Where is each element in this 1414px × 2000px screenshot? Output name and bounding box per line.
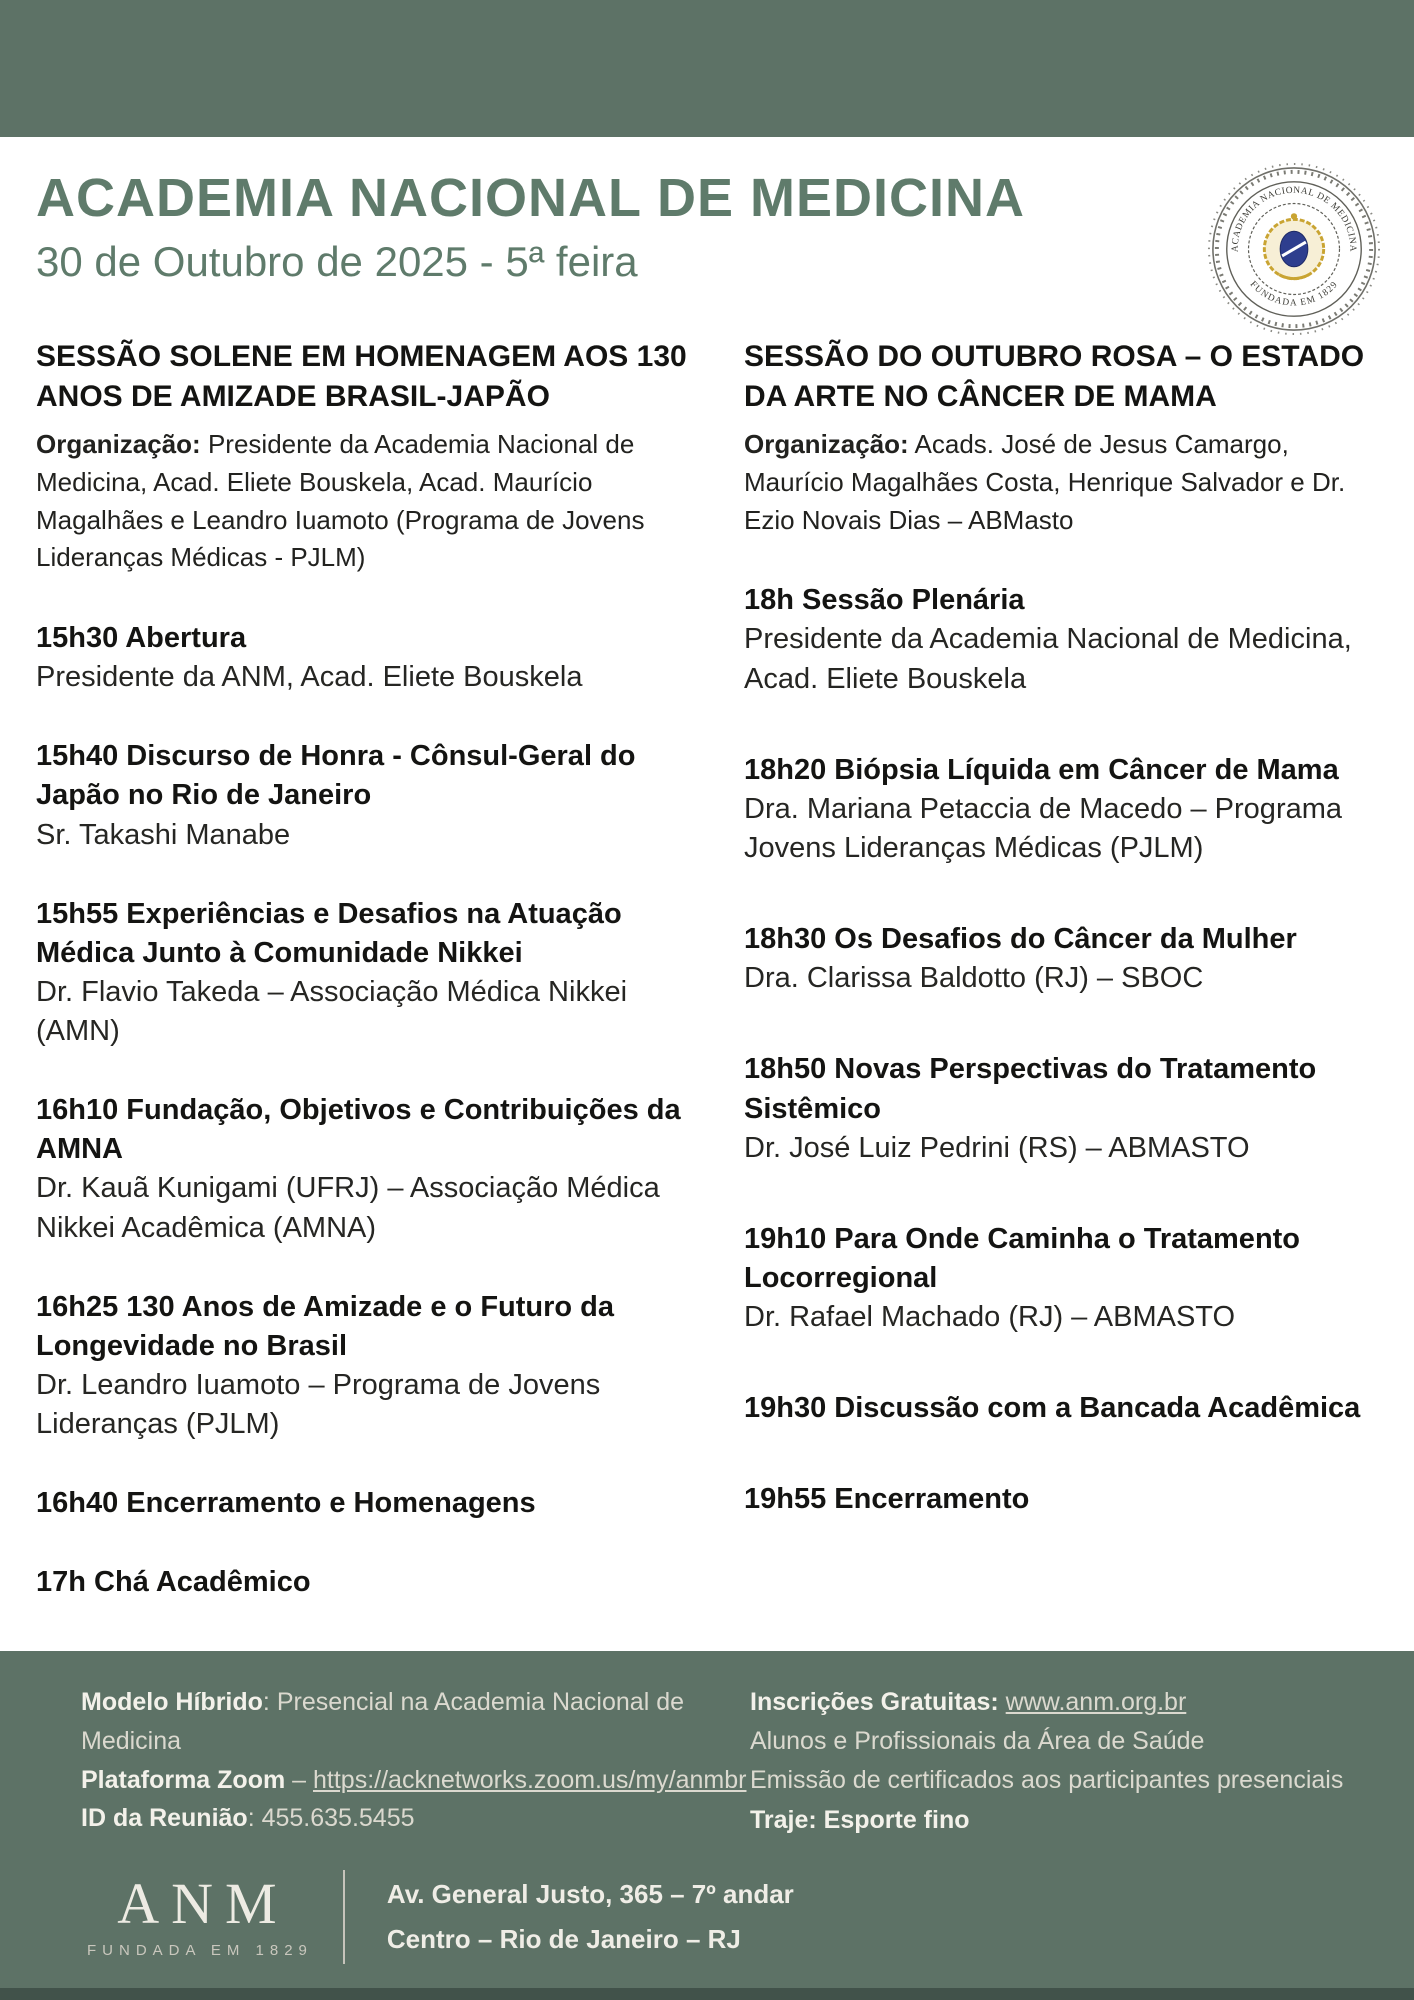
schedule-speaker: Dra. Clarissa Baldotto (RJ) – SBOC	[744, 962, 1204, 995]
footer-column-left	[81, 1683, 750, 1840]
schedule-item-title	[744, 1389, 1384, 1428]
schedule-title: Novas Perspectivas do Tratamento Sistêmico	[744, 1053, 1317, 1125]
hybrid-mode-label: Modelo Híbrido	[81, 1688, 263, 1716]
anm-wordmark-block	[81, 1871, 313, 1959]
schedule-speaker: Presidente da ANM, Acad. Eliete Bouskela	[36, 661, 583, 694]
registration-line	[750, 1683, 1374, 1722]
schedule-speaker: Sr. Takashi Manabe	[36, 818, 291, 851]
schedule-item	[36, 1563, 708, 1602]
schedule-item-title	[744, 581, 1384, 620]
footer-column-right	[750, 1683, 1374, 1840]
schedule-item-title	[744, 1220, 1384, 1298]
schedule-title: 130 Anos de Amizade e o Futuro da Longevidade no Brasil	[36, 1290, 615, 1362]
schedule-title: Para Onde Caminha o Tratamento Locorregional	[744, 1222, 1301, 1294]
schedule-item	[744, 1389, 1384, 1428]
seal-ring-text-bottom: FUNDADA EM 1829	[1247, 279, 1341, 309]
footer	[0, 1651, 1414, 2000]
schedule-item	[36, 1484, 708, 1523]
main-content	[0, 137, 1414, 1603]
organization-label: Organização:	[36, 429, 201, 460]
session-column-right	[744, 337, 1384, 1520]
schedule-item	[744, 1220, 1384, 1337]
schedule-title: Chá Acadêmico	[94, 1566, 311, 1599]
schedule-list	[36, 619, 708, 1603]
schedule-time: 15h55	[36, 897, 119, 930]
organization-label: Organização:	[744, 429, 909, 460]
anm-seal-logo	[1206, 161, 1382, 337]
schedule-time: 15h40	[36, 740, 119, 773]
schedule-item-title	[744, 1050, 1384, 1128]
zoom-label: Plataforma Zoom	[81, 1765, 286, 1794]
schedule-title: Os Desafios do Câncer da Mulher	[834, 923, 1297, 956]
schedule-time: 15h30	[36, 621, 119, 654]
dress-code-line: Traje: Esporte fino	[750, 1806, 970, 1835]
anm-wordmark: ANM	[117, 1871, 289, 1936]
schedule-time: 17h	[36, 1566, 86, 1599]
footer-info	[0, 1683, 1414, 1840]
organization-paragraph	[36, 426, 708, 577]
schedule-title: Fundação, Objetivos e Contribuições da AMNA	[36, 1094, 681, 1166]
schedule-title: Biópsia Líquida em Câncer de Mama	[834, 753, 1339, 786]
top-band	[0, 0, 1414, 137]
schedule-speaker: Dr. Kauã Kunigami (UFRJ) – Associação Médica Nikkei Acadêmica (AMNA)	[36, 1172, 660, 1244]
masthead	[36, 151, 1384, 337]
hybrid-mode-text: : Presencial na Academia Nacional de Medicina	[81, 1688, 685, 1755]
event-date: 30 de Outubro de 2025 - 5ª feira	[36, 238, 638, 286]
registration-link[interactable]: www.anm.org.br	[1005, 1688, 1187, 1716]
schedule-item-title	[36, 1484, 708, 1523]
session-column-left	[36, 337, 708, 1603]
schedule-item-title	[36, 1091, 708, 1169]
brand-divider	[343, 1870, 345, 1964]
schedule-speaker: Presidente da Academia Nacional de Medicina, Acad. Eliete Bouskela	[744, 623, 1352, 695]
schedule-item	[744, 1480, 1384, 1519]
schedule-speaker: Dr. Rafael Machado (RJ) – ABMASTO	[744, 1301, 1236, 1334]
schedule-speaker: Dra. Mariana Petaccia de Macedo – Programa Jovens Lideranças Médicas (PJLM)	[744, 792, 1343, 864]
schedule-speaker: Dr. Leandro Iuamoto – Programa de Jovens Lideranças (PJLM)	[36, 1369, 601, 1441]
schedule-item-title	[36, 1563, 708, 1602]
zoom-separator: –	[285, 1765, 313, 1794]
page-title: ACADEMIA NACIONAL DE MEDICINA	[36, 168, 1026, 228]
schedule-title: Discussão com a Bancada Acadêmica	[834, 1392, 1361, 1425]
schedule-item	[744, 751, 1384, 868]
schedule-time: 19h10	[744, 1222, 827, 1255]
session-heading: SESSÃO SOLENE EM HOMENAGEM AOS 130 ANOS DE AMIZADE BRASIL-JAPÃO	[36, 340, 687, 413]
certificates-line: Emissão de certificados aos participantes presenciais	[750, 1765, 1344, 1794]
founded-text: FUNDADA EM 1829	[87, 1942, 313, 1959]
schedule-time: 19h55	[744, 1483, 827, 1516]
meeting-id-value: : 455.635.5455	[247, 1804, 415, 1833]
schedule-item	[36, 1091, 708, 1248]
zoom-link[interactable]: https://acknetworks.zoom.us/my/anmbr	[313, 1765, 747, 1794]
schedule-item	[36, 737, 708, 854]
seal-graphic	[1206, 161, 1382, 337]
schedule-list	[744, 581, 1384, 1519]
meeting-id-line	[81, 1799, 750, 1838]
schedule-item-title	[36, 1288, 708, 1366]
schedule-item	[744, 920, 1384, 998]
masthead-text	[36, 151, 1182, 317]
registration-label: Inscrições Gratuitas:	[750, 1688, 999, 1716]
schedule-item	[744, 581, 1384, 698]
address-line-1: Av. General Justo, 365 – 7º andar	[386, 1878, 794, 1909]
schedule-time: 18h	[744, 584, 794, 617]
schedule-title: Sessão Plenária	[802, 584, 1025, 617]
meeting-id-label: ID da Reunião	[81, 1804, 248, 1833]
organization-paragraph	[744, 426, 1384, 539]
audience-line: Alunos e Profissionais da Área de Saúde	[750, 1726, 1205, 1755]
schedule-item-title	[744, 1480, 1384, 1519]
schedule-item	[744, 1050, 1384, 1167]
seal-ring-text-top: ACADEMIA NACIONAL DE MEDICINA	[1230, 185, 1358, 253]
schedule-time: 19h30	[744, 1392, 827, 1425]
schedule-time: 18h30	[744, 923, 827, 956]
schedule-title: Experiências e Desafios na Atuação Médica Junto à Comunidade Nikkei	[36, 897, 622, 969]
schedule-title: Encerramento e Homenagens	[126, 1487, 536, 1520]
schedule-time: 18h20	[744, 753, 827, 786]
schedule-title: Encerramento	[834, 1483, 1030, 1516]
schedule-item-title	[744, 751, 1384, 790]
brand-row	[0, 1870, 1414, 1964]
schedule-title: Discurso de Honra - Cônsul-Geral do Japão no Rio de Janeiro	[36, 740, 636, 812]
organization-text: Presidente da Academia Nacional de Medicina, Acad. Eliete Bouskela, Acad. Maurício Magalhães e Leandro Iuamoto (Programa de Jovens Lideranças Médicas - PJLM)	[36, 429, 645, 573]
zoom-line	[81, 1761, 750, 1800]
schedule-item-title	[36, 895, 708, 973]
schedule-item-title	[36, 737, 708, 815]
schedule-item	[36, 895, 708, 1052]
session-heading: SESSÃO DO OUTUBRO ROSA – O ESTADO DA ARTE NO CÂNCER DE MAMA	[744, 340, 1365, 413]
schedule-time: 16h25	[36, 1290, 119, 1323]
address-block	[387, 1872, 794, 1963]
schedule-time: 18h50	[744, 1053, 827, 1086]
schedule-time: 16h40	[36, 1487, 119, 1520]
schedule-item	[36, 1288, 708, 1445]
schedule-title: Abertura	[125, 621, 247, 654]
hybrid-mode-line	[81, 1683, 750, 1761]
schedule-item-title	[744, 920, 1384, 959]
schedule-speaker: Dr. Flavio Takeda – Associação Médica Nikkei (AMN)	[36, 975, 628, 1048]
organization-text: Acads. José de Jesus Camargo, Maurício Magalhães Costa, Henrique Salvador e Dr. Ezio Novais Dias – ABMasto	[744, 429, 1346, 535]
schedule-item-title	[36, 619, 708, 658]
program-columns	[36, 337, 1384, 1603]
bottom-strip	[0, 1988, 1414, 2000]
address-line-2: Centro – Rio de Janeiro – RJ	[386, 1924, 741, 1954]
schedule-speaker: Dr. José Luiz Pedrini (RS) – ABMASTO	[744, 1131, 1250, 1164]
schedule-item	[36, 619, 708, 697]
schedule-time: 16h10	[36, 1094, 119, 1127]
